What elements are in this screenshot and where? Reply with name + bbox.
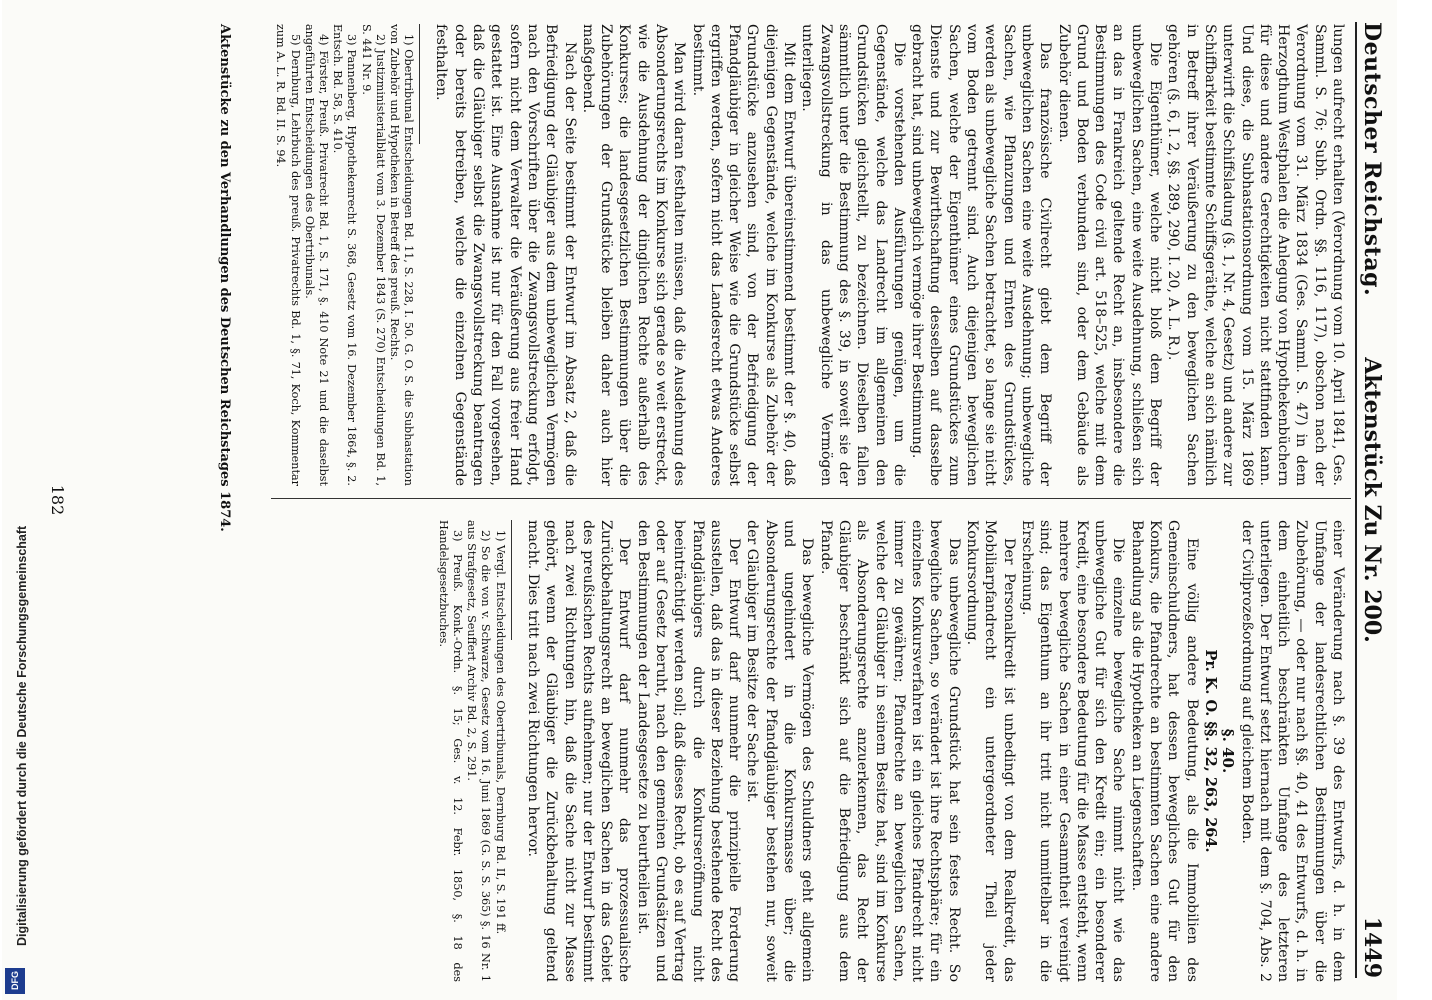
right-paragraph: Der Personalkredit ist unbedingt von dem Realkredit, das Mobiliarpfandrecht ein untergeordneter Theil jeder Konkursordnung.	[964, 520, 1017, 982]
footnote-rule	[419, 24, 420, 144]
footnote: 3) Pannenberg, Hypothekenrecht S. 368, Gesetz vom 16. Dezember 1864, §. 2. Entsch. Bd. 58, S. 410.	[331, 24, 359, 486]
document-page	[2, 0, 1397, 1000]
left-paragraph: Man wird daran festhalten müssen, daß die Ausdehnung des Absonderungsrechts im Konkurse sich gerade so weit erstreckt, wie die Ausdehnung der dinglichen Rechte außerhalb des Konkurses; die landesgesetzlichen Bestimmungen über die Zubehörungen der Grundstücke bleiben daher auch hier maßgebend.	[579, 24, 688, 486]
right-paragraph: Eine völlig andere Bedeutung, als die Immobilien des Gemeinschuldners, hat dessen bewegliches Gut für den Konkurs, die Pfandrechte an bestimmten Sachen eine andere Behandlung als die Hypotheken an Liegenschaften.	[1128, 520, 1200, 982]
left-paragraph: Mit dem Entwurf übereinstimmend bestimmt der §. 40, daß diejenigen Gegenstände, welche im Konkurse als Zubehör der Grundstücke anzusehen sind, von der Befriedigung der Pfandgläubiger in gleicher Weise wie die Grundstücke selbst ergriffen werden, sofern nicht das Landesrecht etwas Anderes bestimmt.	[689, 24, 798, 486]
header-publication: Deutscher Reichstag.	[1359, 22, 1385, 297]
left-paragraph: Die Eigenthümer, welche nicht bloß dem Begriff der unbeweglichen Sachen, eine weite Ausdehnung, schließen sich an das in Frankreich geltende Recht an, insbesondere die Bestimmungen des Code civil art. 518–525, welche mit dem Grund und Boden verbunden sind, oder dem Gebäude als Zubehör dienen.	[1055, 24, 1164, 486]
right-paragraph: Der Entwurf darf nunmehr die prinzipielle Forderung ausstellen, daß das in dieser Beziehung bestehende Recht des Pfandgläubigers durch die Konkurseröffnung nicht beeinträchtigt werden soll; daß dieses Recht, ob es auf Vertrag oder auf Gesetz beruht, nach den gemeinen Grundsätzen und den Bestimmungen der Landesgesetze zu beurtheilen ist.	[634, 520, 743, 982]
header-document-title: Aktenstück Zu Nr. 200.	[1359, 357, 1385, 643]
footnote: 3) Preuß. Konk.-Ordn. §. 15; Ges. v. 12. Febr. 1850, §. 18 des Handelsgesetzbuches.	[436, 520, 465, 982]
left-paragraph: Nach der Seite bestimmt der Entwurf im Absatz 2, daß die Befriedigung der Gläubiger aus dem unbeweglichen Vermögen nach den Vorschriften über die Zwangsvollstreckung erfolgt, sofern nicht dem Verwalter die Veräußerung aus freier Hand gestattet ist. Eine Ausnahme ist nur für den Fall vorgesehen, daß die Gläubiger selbst die Zwangsvollstreckung beantragen oder bereits betreiben, welche die einzelnen Gegenstände festhalten.	[433, 24, 578, 486]
page-header	[1353, 22, 1389, 978]
footnote: 5) Dernburg, Lehrbuch des preuß. Privatrechts Bd. 1, §. 71, Koch, Kommentar zum A. L. R. Bd. II. S. 94.	[274, 24, 302, 486]
left-footnotes	[273, 24, 415, 486]
right-paragraph: Der Entwurf darf nunmehr das prozessualische Zurückbehaltungsrecht an beweglichen Sachen in das Gebiet des preußischen Rechts aufnehmen; nur der Entwurf bestimmt nach zwei Richtungen hin, daß die Sache nicht zur Masse gehört, wenn der Gläubiger die Zurückbehaltung geltend macht. Dies tritt nach zwei Richtungen hervor.	[524, 520, 633, 982]
footnote: 2) Justizministerialblatt vom 3. Dezember 1843 (S. 270) Entscheidungen Bd. 1, S. 441 Nr. 9.	[359, 24, 387, 486]
right-footnotes	[436, 520, 507, 982]
footnote: 4) Förster, Preuß. Privatrecht Bd. 1, S. 171, §. 410 Note 21 und die daselbst angeführten Entscheidungen des Obertribunals.	[302, 24, 330, 486]
column-divider	[271, 498, 1351, 499]
header-page-number: 1449	[1359, 916, 1385, 978]
right-intro-paragraph: einer Veränderung nach §. 39 des Entwurfs, d. h. in dem Umfange der landesrechtlichen Bestimmungen über die Zubehörung, — oder nur nach §§. 40, 41 des Entwurfs, d. h. in dem einheitlich beschränkten Umfange des letzteren unterliegen. Der Entwurf setzt hiernach mit dem §. 704, Abs. 2 der Civilprozeßordnung auf gleichem Boden.	[1238, 520, 1346, 982]
right-paragraph: Das bewegliche Vermögen des Schuldners geht allgemein und ungehindert in die Konkursmasse über; die Absonderungsrechte der Pfandgläubiger bestehen nur, soweit der Gläubiger im Besitze der Sache ist.	[744, 520, 816, 982]
footnote: 1) Vergl. Entscheidungen des Obertribunals, Dernburg Bd. II, S. 191 ff.	[493, 530, 507, 935]
section-reference: Pr. K. O. §§. 32, 263, 264.	[1201, 649, 1219, 853]
digitization-sidebar	[4, 0, 29, 1000]
digitization-credit: Digitalisierung gefördert durch die Deutsche Forschungsgemeinschaft	[15, 525, 29, 946]
dfg-logo-icon: DFG	[5, 968, 25, 994]
footnote: 1) Obertribunal Entscheidungen Bd. 11, S. 228, I. 50. G. O. S. die Subhastation von Zubehör und Hypotheken in Betreff des preuß. Rechts.	[387, 24, 416, 486]
left-paragraph: Das französische Civilrecht giebt dem Begriff der unbeweglichen Sachen eine weite Ausdehnung; unbewegliche Sachen, wie Pflanzungen und Ernten des Grundstückes, werden als unbewegliche Sachen betrachtet, so lange sie nicht vom Boden getrennt sind. Auch diejenigen beweglichen Sachen, welche der Eigenthümer eines Grundstückes zum Dienste und zur Bewirthschaftung desselben auf dasselbe gebracht hat, sind unbeweglich vermöge ihrer Bestimmung.	[909, 24, 1054, 486]
right-paragraph: Das unbewegliche Grundstück hat sein festes Recht. So bewegliche Sachen, so verändert ist ihre Rechtsphäre; für ein einzelnes Konkursverfahren ist ein gleiches Pfandrecht nicht immer zu gewähren; Pfandrechte an beweglichen Sachen, welche der Gläubiger in seinem Besitze hat, sind im Konkurse als Absonderungsrechte anzuerkennen, das Recht der Gläubiger beschränkt sich auf die Befriedigung aus dem Pfande.	[817, 520, 962, 982]
page-number: 182	[48, 484, 67, 516]
header-rule	[1355, 22, 1357, 978]
left-column	[273, 24, 1347, 486]
right-paragraph: Die einzelne bewegliche Sache nimmt nicht wie das unbewegliche Gut für sich den Kredit ein; ein besonderer Kredit, eine besondere Bedeutung für die Masse entsteht, wenn mehrere bewegliche Sachen in einer Gesammtheit vereinigt sind; das Eigenthum an ihr tritt nicht unmittelbar in die Erscheinung.	[1018, 520, 1127, 982]
left-paragraph: lungen aufrecht erhalten (Verordnung vom 10. April 1841, Ges. Samml. S. 76; Subh. Ordn. §§. 116, 117), obschon nach der Verordnung vom 31. März 1834 (Ges. Samml. S. 47) in dem Herzogthum Westphalen die Anlegung von Hypothekenbüchern für diese und andere Gerechtigkeiten nicht stattfinden kann. Und diese, die Subhastationsordnung vom 15. März 1869 unterwirft die Schiffsladung (§. 1, Nr. 4, Gesetz) und andere zur Schiffbarkeit bestimmte Schiffsgeräthe, welche an sich nämlich in Betreff ihrer Veräußerung zu den beweglichen Sachen gehören (§. 6, I. 2, §§. 289, 290, I. 20, A. L. R.).	[1165, 24, 1346, 486]
footnote: 2) So die von v. Schwarze, Gesetz vom 16. Juni 1869 (G. S. S. 365) §. 16 Nr. 1 aus Strafgesetz, Seuffert Archiv Bd. 2, S. 291.	[465, 520, 493, 982]
left-paragraph: Die vorstehenden Ausführungen genügen, um die Gegenstände, welche das Landrecht im allgemeinen den Grundstücken gleichstellt, zu bezeichnen. Dieselben fallen sämmtlich unter die Bestimmung des §. 39, in soweit sie der Zwangsvollstreckung in das unbewegliche Vermögen unterliegen.	[799, 24, 907, 486]
page-footer: Aktenstücke zu den Verhandlungen des Deutschen Reichstages 1874.	[217, 24, 232, 532]
section-heading: §. 40.	[1219, 728, 1238, 774]
footnote-rule	[511, 520, 512, 640]
right-column	[436, 520, 1347, 982]
